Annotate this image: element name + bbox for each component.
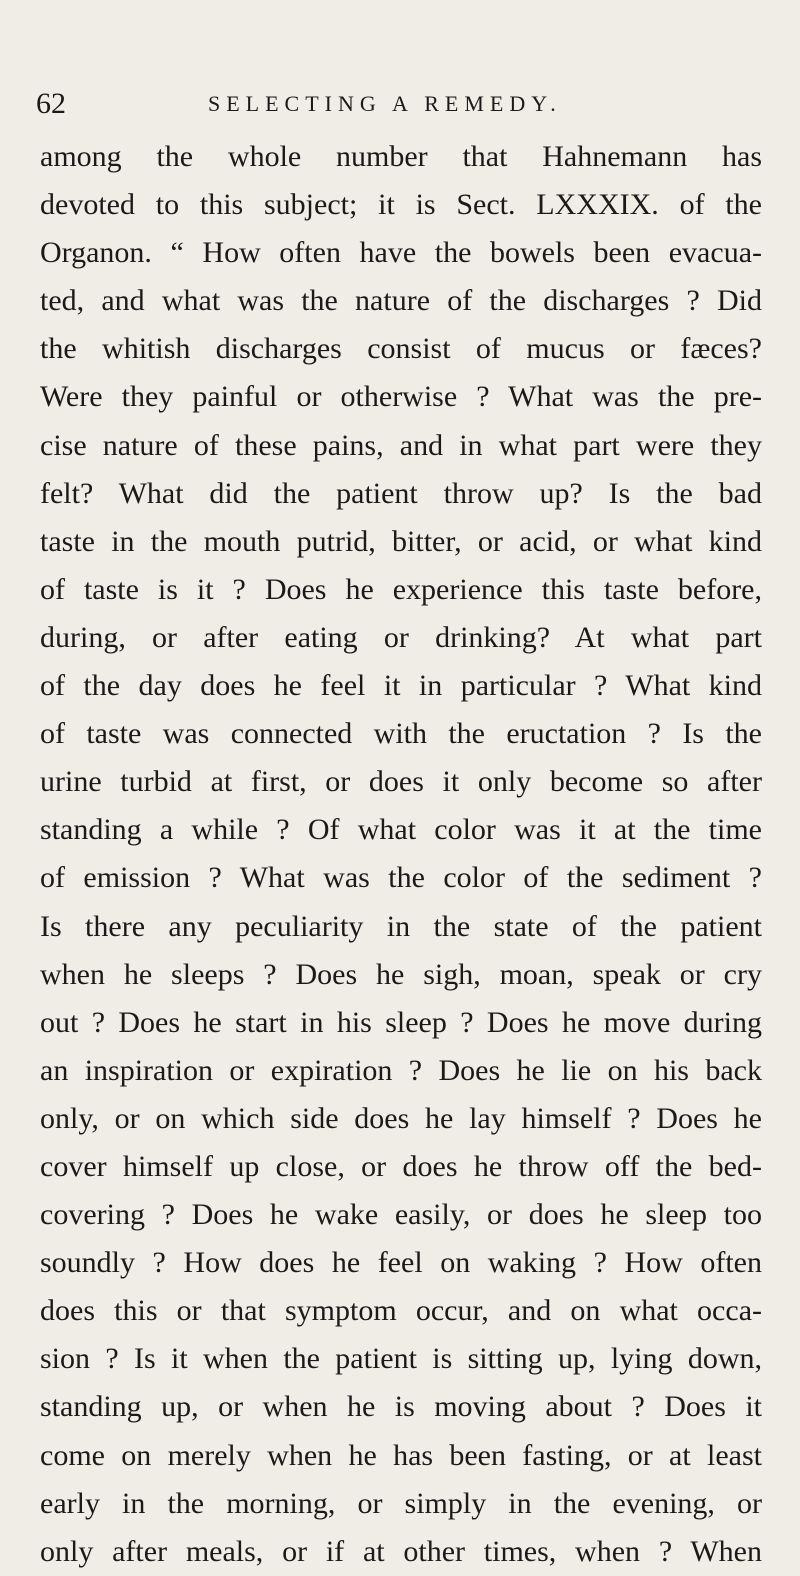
text-line: during, or after eating or drinking? At what part: [40, 620, 762, 654]
text-line: cover himself up close, or does he throw off the bed-: [40, 1149, 762, 1183]
text-line: Organon. “ How often have the bowels been evacua-: [40, 236, 762, 270]
text-line: of taste is it ? Does he experience this taste before,: [40, 572, 762, 606]
page-header: [36, 84, 766, 124]
body-text: [40, 133, 762, 1576]
text-line: felt? What did the patient throw up? Is the bad: [40, 476, 762, 510]
text-line: sion ? Is it when the patient is sitting up, lying down,: [40, 1342, 762, 1376]
running-head: SELECTING A REMEDY.: [208, 91, 562, 116]
text-line: only, or on which side does he lay himself ? Does he: [40, 1101, 762, 1135]
text-line: covering ? Does he wake easily, or does he sleep too: [40, 1198, 762, 1232]
text-line: of the day does he feel it in particular ? What kind: [40, 669, 762, 703]
text-line: does this or that symptom occur, and on what occa-: [40, 1294, 762, 1328]
text-line: an inspiration or expiration ? Does he lie on his back: [40, 1053, 762, 1087]
text-line: devoted to this subject; it is Sect. LXXXIX. of the: [40, 188, 762, 222]
page-number: 62: [36, 87, 66, 120]
text-line: soundly ? How does he feel on waking ? How often: [40, 1246, 762, 1280]
text-line: standing up, or when he is moving about ? Does it: [40, 1390, 762, 1424]
text-line: taste in the mouth putrid, bitter, or acid, or what kind: [40, 524, 762, 558]
text-line: the whitish discharges consist of mucus or fæces?: [40, 332, 762, 366]
text-line: when he sleeps ? Does he sigh, moan, speak or cry: [40, 957, 762, 991]
text-line: out ? Does he start in his sleep ? Does he move during: [40, 1005, 762, 1039]
text-line: of taste was connected with the eructation ? Is the: [40, 717, 762, 751]
text-line: Were they painful or otherwise ? What was the pre-: [40, 380, 762, 414]
text-line: early in the morning, or simply in the evening, or: [40, 1486, 762, 1520]
text-line: of emission ? What was the color of the sediment ?: [40, 861, 762, 895]
text-line: ted, and what was the nature of the discharges ? Did: [40, 284, 762, 318]
text-line: come on merely when he has been fasting, or at least: [40, 1438, 762, 1472]
text-line: among the whole number that Hahnemann has: [40, 140, 762, 173]
text-line: urine turbid at first, or does it only become so after: [40, 765, 762, 799]
text-line: only after meals, or if at other times, when ? When: [40, 1534, 762, 1568]
text-line: standing a while ? Of what color was it at the time: [40, 813, 762, 847]
text-line: Is there any peculiarity in the state of the patient: [40, 909, 762, 943]
text-line: cise nature of these pains, and in what part were they: [40, 428, 762, 462]
